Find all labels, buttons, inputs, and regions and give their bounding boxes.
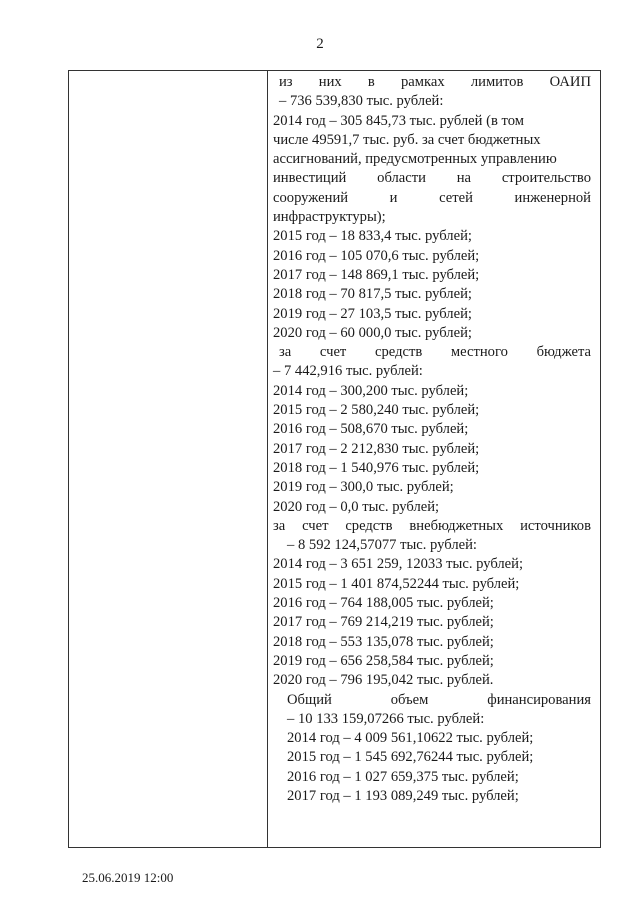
text-line: – 7 442,916 тыс. рублей: (273, 363, 423, 380)
text-line: 2015 год – 18 833,4 тыс. рублей; (273, 228, 472, 245)
print-timestamp: 25.06.2019 12:00 (82, 870, 174, 885)
text-line: – 8 592 124,57077 тыс. рублей: (287, 537, 477, 554)
text-line: – 10 133 159,07266 тыс. рублей: (287, 710, 485, 727)
text-line: 2014 год – 305 845,73 тыс. рублей (в том (273, 112, 524, 129)
text-line: 2016 год – 1 027 659,375 тыс. рублей; (287, 768, 519, 785)
text-line: 2017 год – 148 869,1 тыс. рублей; (273, 266, 480, 283)
text-line: за счет средств внебюджетных источников (273, 517, 591, 534)
text-line: 2017 год – 2 212,830 тыс. рублей; (273, 440, 480, 457)
text-line: из них в рамках лимитов ОАИП (279, 74, 591, 90)
text-line: 2019 год – 300,0 тыс. рублей; (273, 479, 454, 496)
text-line: 2019 год – 27 103,5 тыс. рублей; (273, 305, 472, 322)
text-line: 2018 год – 1 540,976 тыс. рублей; (273, 459, 480, 476)
financing-table (68, 70, 601, 848)
text-line: 2018 год – 70 817,5 тыс. рублей; (273, 286, 472, 303)
text-line: 2020 год – 0,0 тыс. рублей; (273, 498, 440, 515)
text-line: Общий объем финансирования (287, 691, 591, 708)
text-line: – 736 539,830 тыс. рублей: (279, 93, 444, 110)
financing-text (273, 73, 591, 806)
text-line: за счет средств местного бюджета (279, 344, 591, 361)
text-line: 2014 год – 4 009 561,10622 тыс. рублей; (287, 730, 534, 747)
text-line: 2018 год – 553 135,078 тыс. рублей; (273, 633, 494, 650)
text-line: инфраструктуры); (273, 209, 386, 226)
text-line: сооружений и сетей инженерной (273, 189, 591, 206)
text-line: ассигнований, предусмотренных управлению (273, 151, 557, 168)
text-line: 2016 год – 508,670 тыс. рублей; (273, 421, 469, 438)
text-line: 2015 год – 2 580,240 тыс. рублей; (273, 402, 480, 419)
text-line: инвестиций области на строительство (273, 170, 591, 187)
text-line: 2015 год – 1 401 874,52244 тыс. рублей; (273, 575, 520, 592)
text-line: 2014 год – 3 651 259, 12033 тыс. рублей; (273, 556, 524, 573)
text-line: 2015 год – 1 545 692,76244 тыс. рублей; (287, 749, 534, 766)
text-line: 2016 год – 105 070,6 тыс. рублей; (273, 247, 480, 264)
page-number: 2 (316, 36, 324, 52)
text-line: 2020 год – 60 000,0 тыс. рублей; (273, 324, 472, 341)
text-line: 2020 год – 796 195,042 тыс. рублей. (273, 672, 494, 689)
text-line: 2019 год – 656 258,584 тыс. рублей; (273, 652, 494, 669)
text-line: 2017 год – 769 214,219 тыс. рублей; (273, 614, 494, 631)
text-line: 2017 год – 1 193 089,249 тыс. рублей; (287, 787, 519, 804)
column-divider (267, 71, 268, 847)
text-line: 2014 год – 300,200 тыс. рублей; (273, 382, 469, 399)
text-line: 2016 год – 764 188,005 тыс. рублей; (273, 595, 494, 612)
text-line: числе 49591,7 тыс. руб. за счет бюджетных (273, 131, 541, 148)
